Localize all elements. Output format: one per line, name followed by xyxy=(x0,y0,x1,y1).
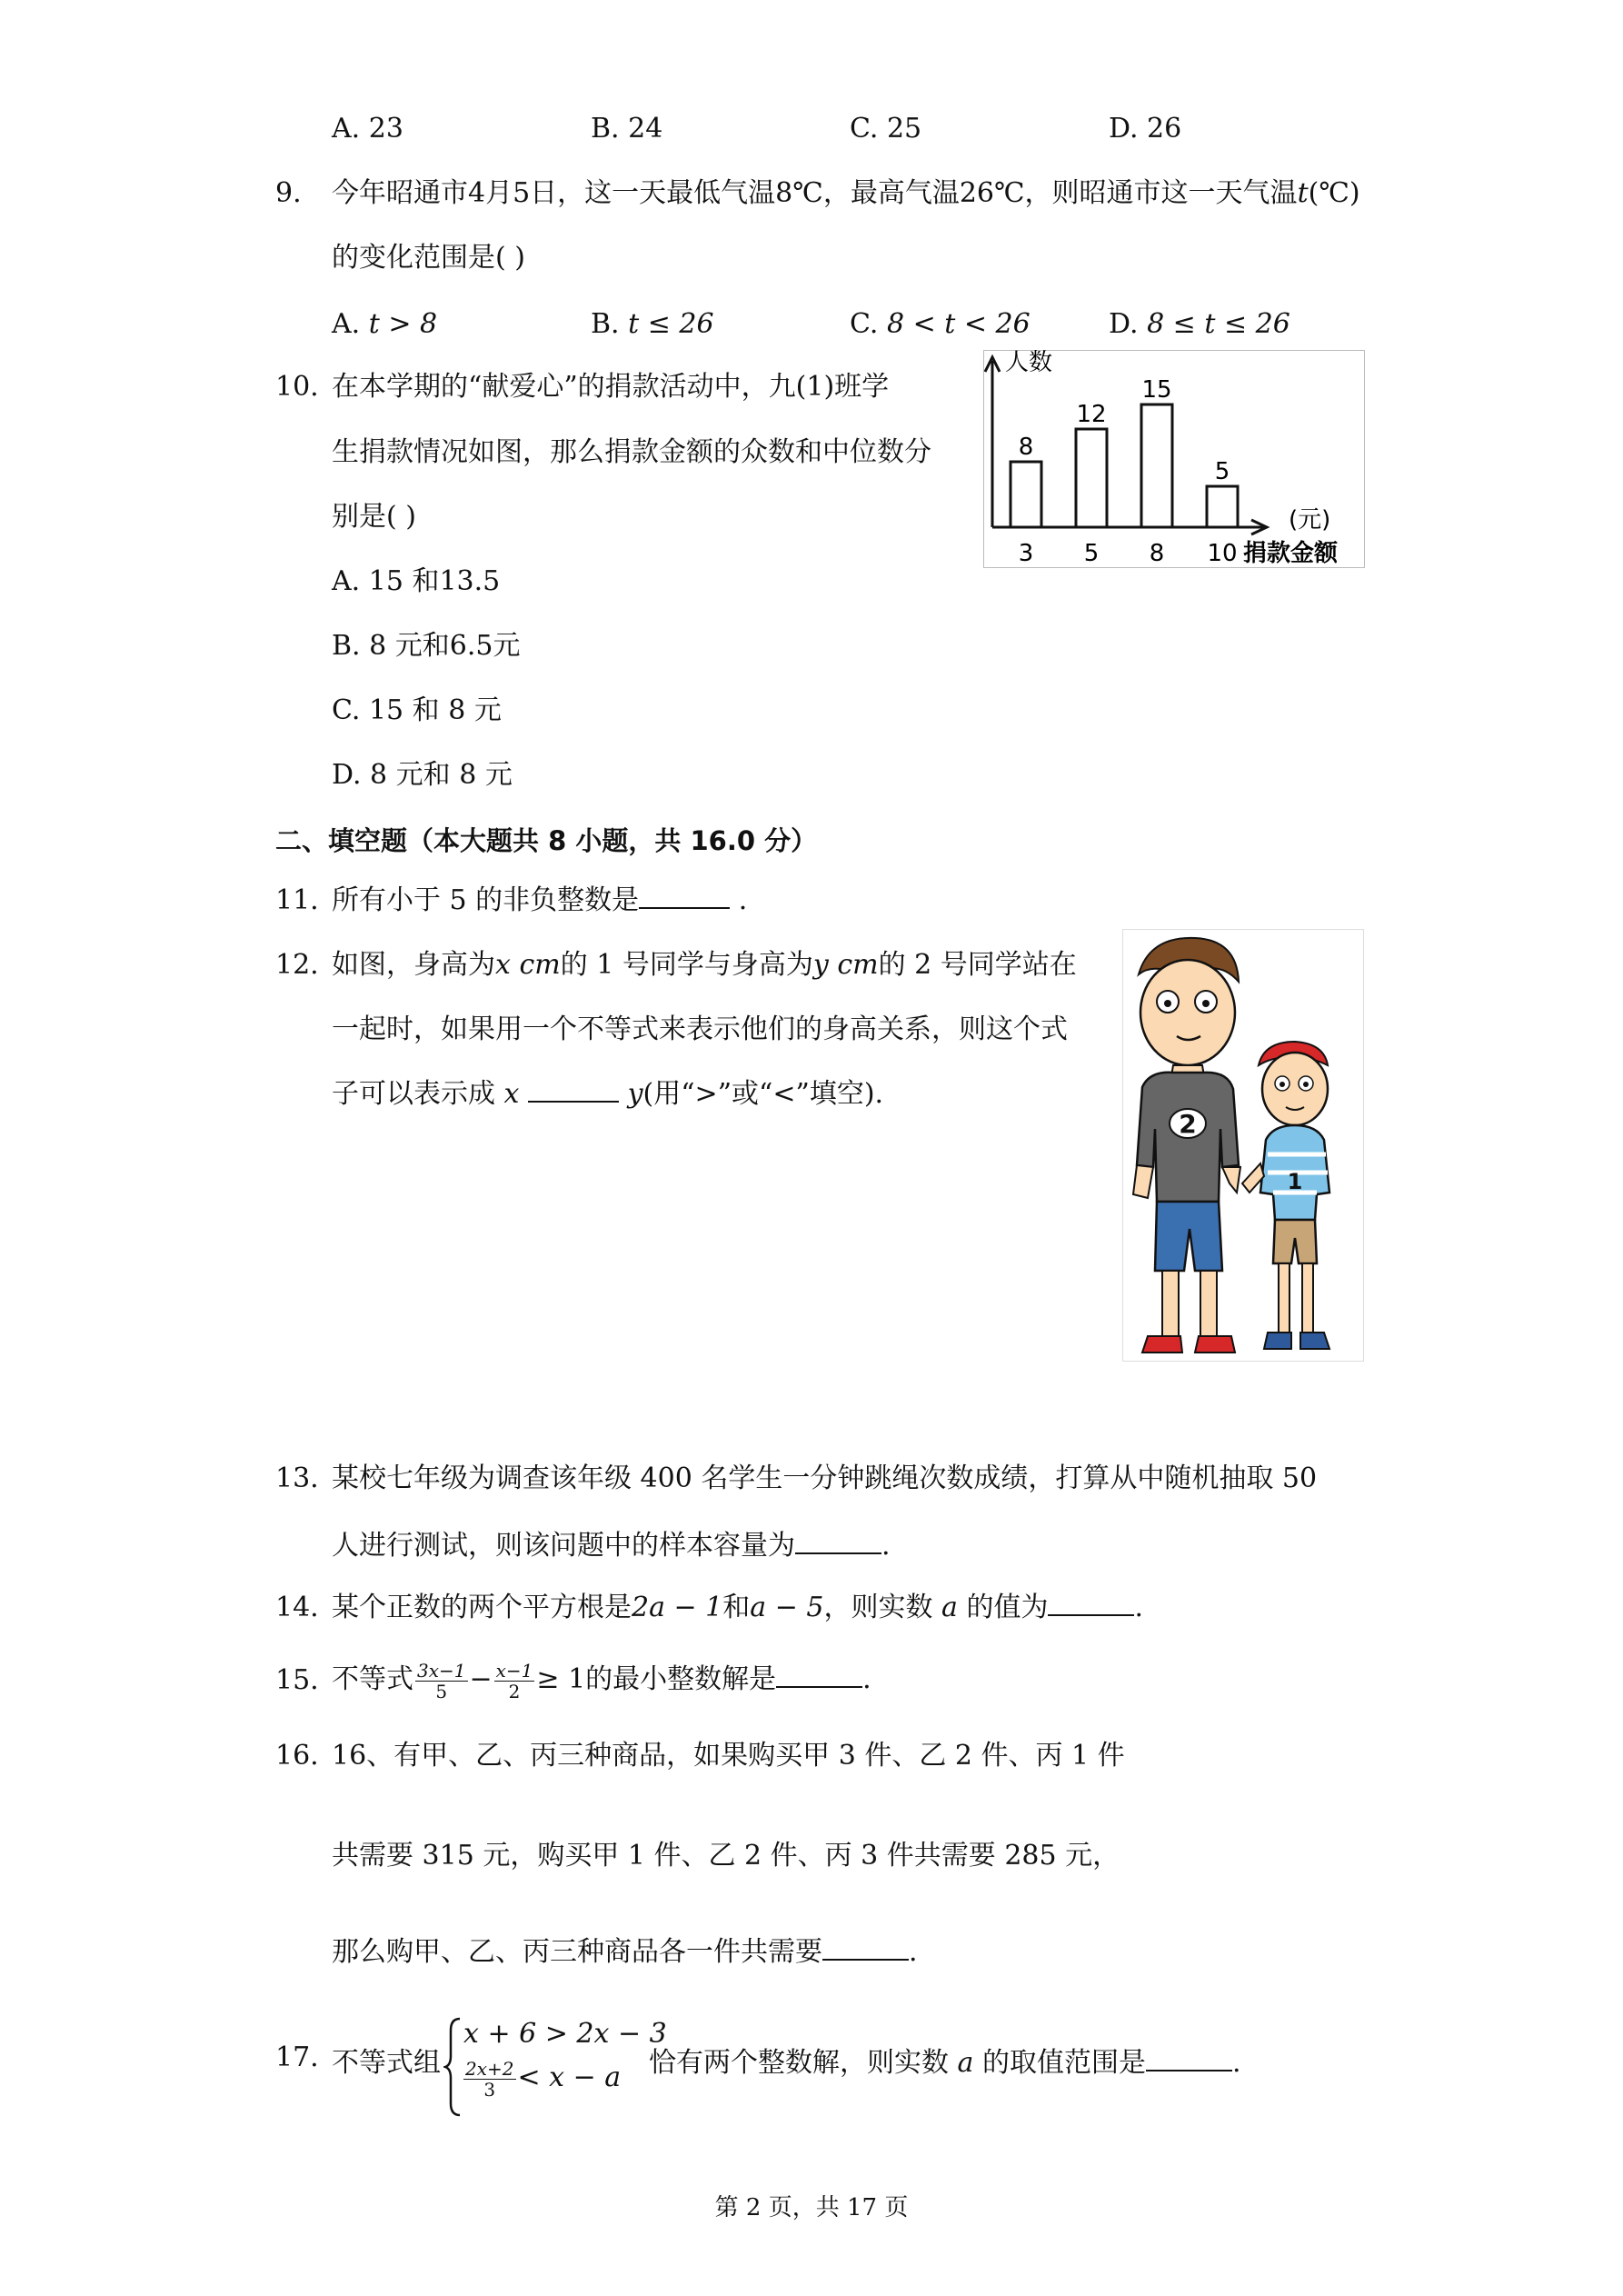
x-tick-label-8: 8 xyxy=(1149,540,1165,567)
bar-10 xyxy=(1207,486,1238,527)
q15-fraction-1 xyxy=(415,1661,468,1702)
q10-line2: 生捐款情况如图，那么捐款金额的众数和中位数分 xyxy=(332,436,931,468)
q14-var-a: a xyxy=(941,1592,958,1623)
short-boy-left-pupil xyxy=(1279,1082,1285,1087)
q11-tail: . xyxy=(730,884,748,916)
q9-option-d xyxy=(1109,306,1290,343)
q10-option-a: A. 15 和13.5 xyxy=(332,565,501,597)
bar-value-label-10: 5 xyxy=(1214,458,1230,485)
q15-tail: . xyxy=(862,1663,871,1695)
q10-option-d: D. 8 元和 8 元 xyxy=(332,759,513,791)
x-tick-label-5: 5 xyxy=(1083,540,1100,567)
q15-fraction-1-num: 3x−1 xyxy=(417,1659,466,1682)
q17-fraction-den: 3 xyxy=(483,2078,496,2101)
q9-line2: 的变化范围是( ) xyxy=(332,242,525,274)
q17-brace xyxy=(443,2016,463,2118)
q15-relation: ≥ 1 xyxy=(536,1663,586,1695)
q17-row2 xyxy=(462,2051,621,2105)
q10-option-b: B. 8 元和6.5元 xyxy=(332,630,521,662)
donation-bar-chart xyxy=(983,350,1365,568)
q13-number: 13. xyxy=(275,1462,319,1494)
q16-line1: 16、有甲、乙、丙三种商品，如果购买甲 3 件、乙 2 件、丙 1 件 xyxy=(332,1740,1125,1772)
q10-line1: 在本学期的“献爱心”的捐款活动中，九(1)班学 xyxy=(332,371,890,403)
q15-line xyxy=(332,1652,871,1707)
q15-answer-blank[interactable] xyxy=(776,1662,862,1688)
tall-boy-face xyxy=(1140,960,1235,1065)
bar-value-label-5: 12 xyxy=(1076,401,1107,428)
q9-option-c-label: C. xyxy=(850,308,887,340)
q12-y: y xyxy=(627,1078,643,1110)
q17-number: 17. xyxy=(275,2041,319,2073)
q9-option-c-math: 8 < t < 26 xyxy=(886,308,1031,340)
q9-option-a xyxy=(332,306,437,343)
q11-number: 11. xyxy=(275,884,319,916)
q14-text-c: ，则实数 xyxy=(823,1592,933,1623)
bar-8 xyxy=(1141,404,1172,527)
q9-option-b-math: t ≤ 26 xyxy=(628,308,714,340)
q12-var-x-cm: x cm xyxy=(495,949,561,981)
q15-number: 15. xyxy=(275,1664,319,1696)
q17-var-a: a xyxy=(957,2047,974,2079)
short-boy-shirt-number: 1 xyxy=(1287,1169,1303,1194)
q15-minus: − xyxy=(469,1663,493,1695)
q14-expr1: 2a − 1 xyxy=(632,1592,723,1623)
q17-line xyxy=(649,2045,1241,2081)
q16-line3 xyxy=(332,1934,918,1971)
x-tick-label-3: 3 xyxy=(1018,540,1034,567)
chart-xlabel2: 捐款金额 xyxy=(1243,540,1339,567)
short-boy-face xyxy=(1262,1053,1328,1125)
section-heading: 二、填空题（本大题共 8 小题，共 16.0 分） xyxy=(275,825,818,856)
q12-x: x xyxy=(503,1078,520,1110)
q9-number: 9. xyxy=(275,177,302,209)
tall-boy-left-shoe xyxy=(1142,1336,1182,1353)
q12-line1b: 的 1 号同学与身高为 xyxy=(560,949,813,981)
q16-tail: . xyxy=(909,1936,918,1968)
q9-line1 xyxy=(332,175,1360,212)
q14-tail: . xyxy=(1134,1592,1143,1623)
tall-boy-left-pupil xyxy=(1164,1000,1171,1007)
q14-expr2: a − 5 xyxy=(750,1592,824,1623)
q12-line1a: 如图，身高为 xyxy=(332,949,495,981)
short-boy-right-leg xyxy=(1302,1263,1313,1333)
q15-fraction-2 xyxy=(494,1661,535,1702)
q12-answer-blank[interactable] xyxy=(528,1077,619,1103)
q15-text-a: 不等式 xyxy=(332,1663,413,1695)
q17-row2-rest: < x − a xyxy=(517,2061,622,2093)
tall-boy-shirt-number: 2 xyxy=(1179,1109,1197,1139)
q13-line1: 某校七年级为调查该年级 400 名学生一分钟跳绳次数成绩，打算从中随机抽取 50 xyxy=(332,1462,1318,1494)
chart-xlabel: (元) xyxy=(1289,506,1331,534)
q17-fraction xyxy=(463,2059,516,2100)
q12-line1c: 的 2 号同学站在 xyxy=(878,949,1077,981)
bar-value-label-3: 8 xyxy=(1018,434,1034,461)
q17-tail: . xyxy=(1231,2047,1241,2079)
x-tick-label-10: 10 xyxy=(1207,540,1238,567)
tall-boy-right-leg xyxy=(1200,1271,1217,1336)
q16-answer-blank[interactable] xyxy=(822,1935,909,1961)
q15-fraction-1-den: 5 xyxy=(435,1680,448,1702)
q15-text-b: 的最小整数解是 xyxy=(585,1663,777,1695)
page-footer: 第 2 页，共 17 页 xyxy=(714,2194,909,2221)
q17-text-c: 的取值范围是 xyxy=(981,2047,1146,2079)
bar-5 xyxy=(1076,429,1107,527)
q9-line1-text: 今年昭通市4月5日，这一天最低气温8℃，最高气温26℃，则昭通市这一天气温 xyxy=(332,177,1298,209)
q9-option-b xyxy=(591,306,714,343)
q10-option-c: C. 15 和 8 元 xyxy=(332,694,502,726)
q10-number: 10. xyxy=(275,371,319,403)
q14-text-b: 和 xyxy=(722,1592,751,1623)
q16-line2: 共需要 315 元，购买甲 1 件、乙 2 件、丙 3 件共需要 285 元， xyxy=(332,1840,1120,1872)
short-boy-left-shoe xyxy=(1264,1333,1291,1349)
q12-line3a: 子可以表示成 xyxy=(332,1078,495,1110)
q14-number: 14. xyxy=(275,1592,319,1623)
q13-answer-blank[interactable] xyxy=(795,1529,881,1554)
q11-prompt: 所有小于 5 的非负整数是 xyxy=(332,884,640,916)
q14-text-d: 的值为 xyxy=(966,1592,1049,1623)
q13-tail: . xyxy=(881,1530,891,1562)
q15-fraction-2-den: 2 xyxy=(508,1680,521,1702)
chart-ylabel: 人数 xyxy=(1005,350,1053,376)
chart-bars xyxy=(1011,376,1238,567)
q8-option-a: A. 23 xyxy=(332,113,403,145)
q9-option-d-math: 8 ≤ t ≤ 26 xyxy=(1147,308,1290,340)
q11-text xyxy=(332,883,747,919)
q9-option-b-label: B. xyxy=(591,308,629,340)
chart-frame xyxy=(984,351,1365,568)
two-boys-illustration xyxy=(1122,929,1364,1362)
tall-boy-left-leg xyxy=(1162,1271,1179,1336)
q9-option-d-label: D. xyxy=(1109,308,1148,340)
short-boy-right-pupil xyxy=(1303,1082,1309,1087)
tall-boy-right-pupil xyxy=(1202,1000,1210,1007)
bar-value-label-8: 15 xyxy=(1141,376,1172,404)
q12-var-y-cm: y cm xyxy=(812,949,879,981)
q13-line2 xyxy=(332,1528,891,1564)
q17-fraction-num: 2x+2 xyxy=(465,2057,514,2080)
tall-boy-right-shoe xyxy=(1195,1336,1235,1353)
bar-3 xyxy=(1011,462,1041,527)
q14-text-a: 某个正数的两个平方根是 xyxy=(332,1592,632,1623)
q11-answer-blank[interactable] xyxy=(639,883,730,909)
q10-line3: 别是( ) xyxy=(332,501,416,533)
short-boy-right-shoe xyxy=(1300,1333,1329,1349)
q12-line2: 一起时，如果用一个不等式来表示他们的身高关系，则这个式 xyxy=(332,1013,1068,1045)
q14-answer-blank[interactable] xyxy=(1048,1591,1134,1616)
q8-option-c: C. 25 xyxy=(850,113,922,145)
q17-brace-path xyxy=(445,2019,460,2115)
q12-line3 xyxy=(332,1076,883,1113)
q12-number: 12. xyxy=(275,949,319,981)
q8-option-b: B. 24 xyxy=(591,113,663,145)
q13-line2-text: 人进行测试，则该问题中的样本容量为 xyxy=(332,1530,795,1562)
q17-prefix: 不等式组 xyxy=(332,2047,441,2079)
q15-fraction-2-num: x−1 xyxy=(495,1659,533,1682)
q9-option-a-label: A. xyxy=(332,308,369,340)
q12-line1 xyxy=(332,947,1077,983)
q14-line xyxy=(332,1590,1143,1626)
q9-unit: (℃) xyxy=(1308,177,1360,209)
q17-text-b: 恰有两个整数解，则实数 xyxy=(649,2047,949,2079)
q16-line3-text: 那么购甲、乙、丙三种商品各一件共需要 xyxy=(332,1936,822,1968)
q17-row1: x + 6 > 2x − 3 xyxy=(463,2018,667,2050)
q9-option-c xyxy=(850,306,1031,343)
q9-var-t: t xyxy=(1297,177,1309,209)
q9-option-a-math: t > 8 xyxy=(368,308,438,340)
short-boy-left-leg xyxy=(1279,1263,1289,1333)
q16-number: 16. xyxy=(275,1740,319,1772)
q8-option-d: D. 26 xyxy=(1109,113,1182,145)
q12-line3b: (用“>”或“<”填空). xyxy=(642,1078,884,1110)
q17-answer-blank[interactable] xyxy=(1146,2046,1232,2071)
